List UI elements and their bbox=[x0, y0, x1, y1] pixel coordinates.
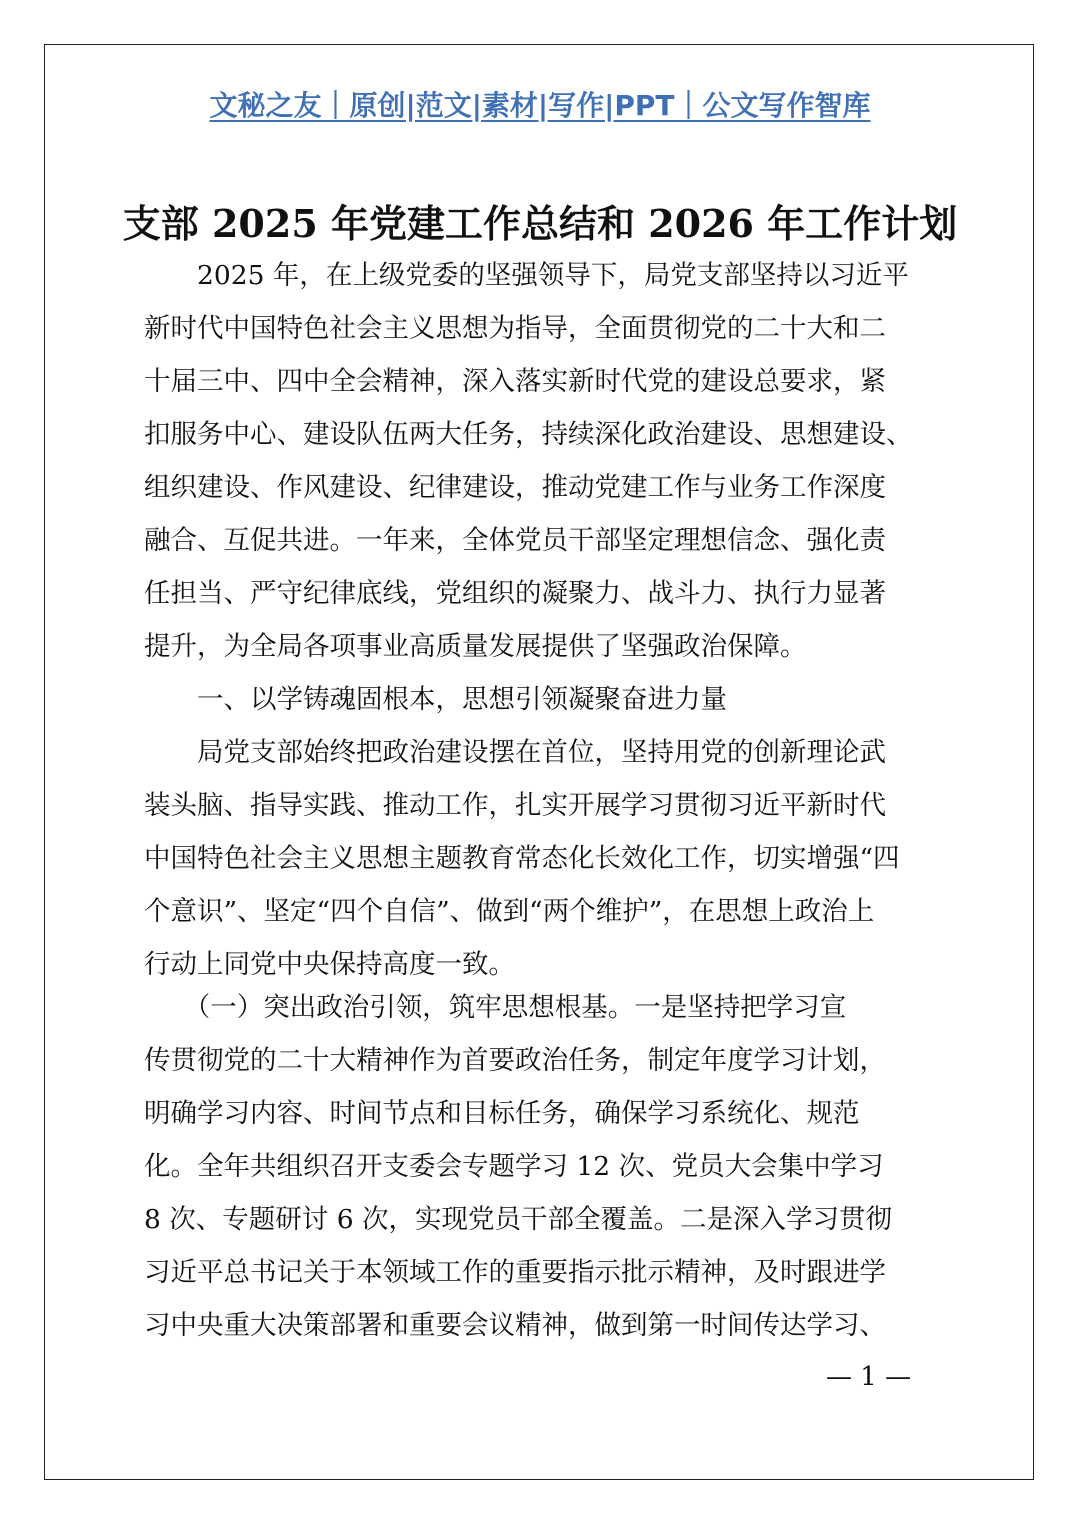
text-line: 任担当、严守纪律底线，党组织的凝聚力、战斗力、执行力显著 bbox=[144, 578, 886, 609]
text-line: 个意识”、坚定“四个自信”、做到“两个维护”，在思想上政治上 bbox=[144, 896, 875, 927]
text-line: 融合、互促共进。一年来，全体党员干部坚定理想信念、强化责 bbox=[144, 525, 886, 556]
text-line: 习中央重大决策部署和重要会议精神，做到第一时间传达学习、 bbox=[144, 1310, 886, 1341]
text-line: 新时代中国特色社会主义思想为指导，全面贯彻党的二十大和二 bbox=[144, 313, 886, 344]
document-body-section-1 bbox=[144, 249, 944, 991]
text-line: 明确学习内容、时间节点和目标任务，确保学习系统化、规范 bbox=[144, 1098, 860, 1129]
text-line: 习近平总书记关于本领域工作的重要指示批示精神，及时跟进学 bbox=[144, 1257, 886, 1288]
header-banner-link[interactable]: 文秘之友｜原创|范文|素材|写作|PPT｜公文写作智库 bbox=[209, 89, 871, 122]
subsection-line: （一）突出政治引领，筑牢思想根基。一是坚持把学习宣 bbox=[144, 992, 847, 1023]
text-line: 组织建设、作风建设、纪律建设，推动党建工作与业务工作深度 bbox=[144, 472, 886, 503]
text-line: 中国特色社会主义思想主题教育常态化长效化工作，切实增强“四 bbox=[144, 843, 900, 874]
document-title: 支部 2025 年党建工作总结和 2026 年工作计划 bbox=[122, 201, 958, 246]
text-line: 化。全年共组织召开支委会专题学习 12 次、党员大会集中学习 bbox=[144, 1151, 884, 1182]
document-body-section-2 bbox=[144, 981, 944, 1352]
text-line: 行动上同党中央保持高度一致。 bbox=[144, 949, 515, 980]
text-line: 装头脑、指导实践、推动工作，扎实开展学习贯彻习近平新时代 bbox=[144, 790, 886, 821]
text-line: 局党支部始终把政治建设摆在首位，坚持用党的创新理论武 bbox=[144, 737, 886, 768]
section-heading: 一、以学铸魂固根本，思想引领凝聚奋进力量 bbox=[144, 684, 727, 715]
page-number: — 1 — bbox=[826, 1362, 912, 1392]
text-line: 扣服务中心、建设队伍两大任务，持续深化政治建设、思想建设、 bbox=[144, 419, 913, 450]
text-line: 8 次、专题研讨 6 次，实现党员干部全覆盖。二是深入学习贯彻 bbox=[144, 1204, 892, 1235]
text-line: 十届三中、四中全会精神，深入落实新时代党的建设总要求，紧 bbox=[144, 366, 886, 397]
text-line: 提升，为全局各项事业高质量发展提供了坚强政治保障。 bbox=[144, 631, 807, 662]
text-line: 2025 年，在上级党委的坚强领导下，局党支部坚持以习近平 bbox=[144, 260, 909, 291]
text-line: 传贯彻党的二十大精神作为首要政治任务，制定年度学习计划， bbox=[144, 1045, 886, 1076]
